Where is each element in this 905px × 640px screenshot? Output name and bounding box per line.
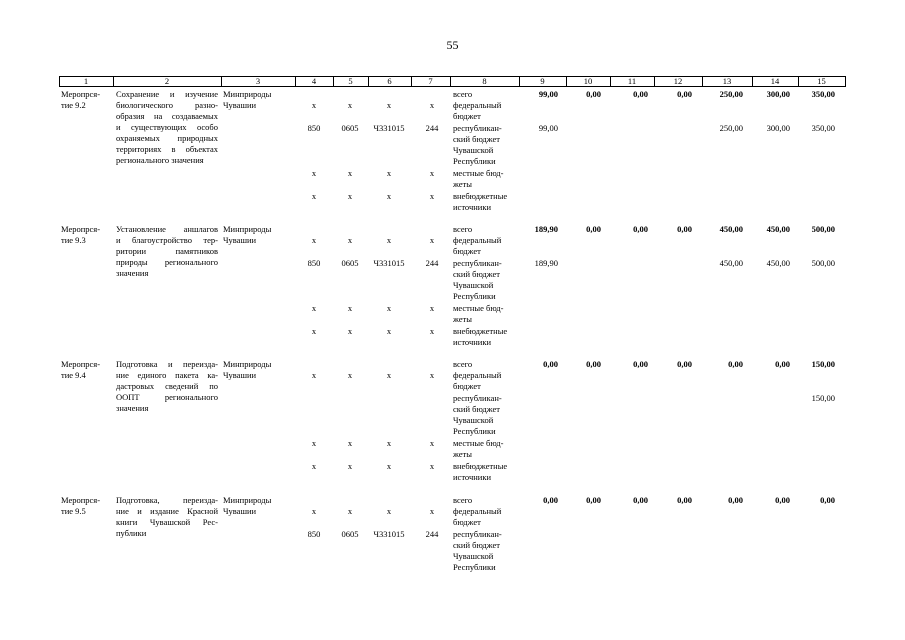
value-total: 250,00 <box>719 89 743 99</box>
x-marker: х <box>386 235 392 245</box>
header-col-8: 8 <box>482 76 487 86</box>
header-col-15: 15 <box>817 76 826 86</box>
value-total: 150,00 <box>811 359 835 369</box>
executor-line: Чувашии <box>223 235 257 245</box>
x-marker: х <box>347 100 353 110</box>
funding-source-line: федеральный <box>453 100 502 110</box>
executor-line: Минприроды <box>223 224 272 234</box>
value-republican: 150,00 <box>811 393 835 403</box>
funding-source-line: всего <box>453 359 473 369</box>
x-marker: х <box>311 191 317 201</box>
header-col-2: 2 <box>164 76 170 86</box>
executor-line: Чувашии <box>223 506 257 516</box>
value-republican: 450,00 <box>766 258 790 268</box>
x-marker: х <box>347 326 353 336</box>
value-total: 350,00 <box>811 89 835 99</box>
value-total: 0,00 <box>677 89 692 99</box>
funding-source-line: Чувашской <box>453 415 494 425</box>
value-total: 0,00 <box>543 495 558 505</box>
x-marker: х <box>429 100 435 110</box>
executor-line: Минприроды <box>223 495 272 505</box>
header-col-12: 12 <box>673 76 683 86</box>
funding-source-line: республикан- <box>453 529 502 539</box>
funding-source-line: Республики <box>453 291 496 301</box>
value-total: 0,00 <box>633 359 648 369</box>
measure-id-line: Меропрся- <box>61 495 101 505</box>
funding-source-line: ский бюджет <box>453 134 500 144</box>
value-total: 0,00 <box>586 224 601 234</box>
funding-source-line: ский бюджет <box>453 269 500 279</box>
measure-name-line: значения <box>116 268 149 278</box>
funding-source-line: Чувашской <box>453 280 494 290</box>
funding-source-line: ский бюджет <box>453 540 500 550</box>
header-col-7: 7 <box>428 76 433 86</box>
value-total: 0,00 <box>586 89 601 99</box>
funding-source-line: всего <box>453 89 473 99</box>
measure-id-line: тие 9.4 <box>61 370 86 380</box>
header-col-divider <box>845 76 846 87</box>
x-marker: х <box>311 303 317 313</box>
value-total: 99,00 <box>538 89 558 99</box>
measure-name-line: значения <box>116 403 149 413</box>
kbk-code: 850 <box>307 123 321 133</box>
measure-name-line: охраняемых природных <box>116 133 218 143</box>
kbk-code: Ч331015 <box>373 258 405 268</box>
x-marker: х <box>347 506 353 516</box>
x-marker: х <box>311 506 317 516</box>
value-total: 0,00 <box>633 89 648 99</box>
value-total: 0,00 <box>543 359 558 369</box>
kbk-code: Ч331015 <box>373 123 405 133</box>
table-header <box>0 76 905 87</box>
x-marker: х <box>429 191 435 201</box>
funding-source-line: федеральный <box>453 370 502 380</box>
measure-id-line: Меропрся- <box>61 359 101 369</box>
x-marker: х <box>386 506 392 516</box>
x-marker: х <box>386 326 392 336</box>
funding-source-line: всего <box>453 495 473 505</box>
value-total: 0,00 <box>677 495 692 505</box>
value-total: 0,00 <box>677 359 692 369</box>
measure-name-line: публики <box>116 528 147 538</box>
x-marker: х <box>347 235 353 245</box>
header-col-1: 1 <box>83 76 89 86</box>
x-marker: х <box>347 191 353 201</box>
x-marker: х <box>429 235 435 245</box>
x-marker: х <box>386 303 392 313</box>
funding-source-line: Чувашской <box>453 145 494 155</box>
x-marker: х <box>311 438 317 448</box>
x-marker: х <box>429 438 435 448</box>
value-total: 189,90 <box>534 224 558 234</box>
funding-source-line: бюджет <box>453 111 481 121</box>
x-marker: х <box>386 100 392 110</box>
value-total: 0,00 <box>633 224 648 234</box>
value-total: 500,00 <box>811 224 835 234</box>
kbk-code: 0605 <box>341 258 359 268</box>
x-marker: х <box>311 326 317 336</box>
measure-name-line: и существующих особо <box>116 122 218 132</box>
funding-source-line: местные бюд- <box>453 438 504 448</box>
value-total: 0,00 <box>633 495 648 505</box>
value-republican: 450,00 <box>719 258 743 268</box>
x-marker: х <box>311 100 317 110</box>
funding-source-line: республикан- <box>453 393 502 403</box>
funding-source-line: жеты <box>453 449 472 459</box>
x-marker: х <box>429 326 435 336</box>
funding-source-line: источники <box>453 337 492 347</box>
x-marker: х <box>311 235 317 245</box>
value-total: 0,00 <box>586 495 601 505</box>
measure-name-line: ние и издание Красной <box>116 506 218 516</box>
measure-id-line: тие 9.5 <box>61 506 86 516</box>
value-total: 0,00 <box>586 359 601 369</box>
funding-source-line: бюджет <box>453 246 481 256</box>
measure-name-line: дастровых сведений по <box>116 381 218 391</box>
header-col-4: 4 <box>311 76 317 86</box>
x-marker: х <box>311 168 317 178</box>
measure-name-line: книги Чувашской Рес- <box>116 517 218 527</box>
funding-source-line: Чувашской <box>453 551 494 561</box>
funding-source-line: жеты <box>453 314 472 324</box>
funding-source-line: местные бюд- <box>453 168 504 178</box>
x-marker: х <box>347 168 353 178</box>
measure-id-line: Меропрся- <box>61 89 101 99</box>
executor-line: Чувашии <box>223 370 257 380</box>
x-marker: х <box>311 370 317 380</box>
value-total: 0,00 <box>728 495 743 505</box>
value-total: 300,00 <box>766 89 790 99</box>
kbk-code: 0605 <box>341 529 359 539</box>
measure-id-line: Меропрся- <box>61 224 101 234</box>
funding-source-line: жеты <box>453 179 472 189</box>
funding-source-line: источники <box>453 202 492 212</box>
header-col-13: 13 <box>722 76 732 86</box>
kbk-code: 0605 <box>341 123 359 133</box>
measure-name-line: Установление аншлагов <box>116 224 218 234</box>
value-republican: 500,00 <box>811 258 835 268</box>
funding-source-line: федеральный <box>453 235 502 245</box>
value-republican: 300,00 <box>766 123 790 133</box>
header-col-6: 6 <box>387 76 392 86</box>
page-number: 55 <box>446 38 459 52</box>
header-col-10: 10 <box>583 76 593 86</box>
x-marker: х <box>429 303 435 313</box>
funding-source-line: всего <box>453 224 473 234</box>
header-col-5: 5 <box>348 76 353 86</box>
funding-source-line: местные бюд- <box>453 303 504 313</box>
header-col-14: 14 <box>770 76 780 86</box>
kbk-code: 850 <box>307 258 321 268</box>
x-marker: х <box>429 506 435 516</box>
x-marker: х <box>429 168 435 178</box>
header-col-3: 3 <box>255 76 261 86</box>
measure-name-line: территориях в объектах <box>116 144 218 154</box>
measure-name-line: ООПТ регионального <box>116 392 218 402</box>
funding-source-line: внебюджетные <box>453 461 508 471</box>
x-marker: х <box>386 438 392 448</box>
funding-source-line: источники <box>453 472 492 482</box>
x-marker: х <box>386 461 392 471</box>
measure-name-line: биологического разно- <box>116 100 218 110</box>
x-marker: х <box>311 461 317 471</box>
funding-source-line: федеральный <box>453 506 502 516</box>
funding-source-line: Республики <box>453 156 496 166</box>
funding-source-line: внебюджетные <box>453 326 508 336</box>
measure-id-line: тие 9.2 <box>61 100 86 110</box>
funding-source-line: внебюджетные <box>453 191 508 201</box>
kbk-code: 244 <box>425 529 439 539</box>
x-marker: х <box>347 303 353 313</box>
funding-source-line: бюджет <box>453 517 481 527</box>
measure-name-line: и благоустройство тер- <box>116 235 218 245</box>
header-col-9: 9 <box>540 76 545 86</box>
value-total: 450,00 <box>766 224 790 234</box>
kbk-code: 244 <box>425 123 439 133</box>
x-marker: х <box>386 370 392 380</box>
value-total: 0,00 <box>820 495 835 505</box>
value-total: 0,00 <box>775 495 790 505</box>
x-marker: х <box>347 461 353 471</box>
measure-name-line: Подготовка и переизда- <box>116 359 218 369</box>
value-republican: 350,00 <box>811 123 835 133</box>
funding-source-line: республикан- <box>453 258 502 268</box>
kbk-code: 850 <box>307 529 321 539</box>
executor-line: Минприроды <box>223 359 272 369</box>
x-marker: х <box>386 191 392 201</box>
x-marker: х <box>429 370 435 380</box>
value-total: 0,00 <box>775 359 790 369</box>
x-marker: х <box>386 168 392 178</box>
kbk-code: Ч331015 <box>373 529 405 539</box>
measure-name-line: регионального значения <box>116 155 204 165</box>
funding-source-line: бюджет <box>453 381 481 391</box>
funding-source-line: Республики <box>453 562 496 572</box>
funding-source-line: ский бюджет <box>453 404 500 414</box>
value-republican: 189,90 <box>534 258 558 268</box>
value-total: 0,00 <box>677 224 692 234</box>
measure-name-line: Подготовка, переизда- <box>116 495 218 505</box>
funding-source-line: Республики <box>453 426 496 436</box>
value-total: 0,00 <box>728 359 743 369</box>
header-col-11: 11 <box>627 76 637 86</box>
measure-id-line: тие 9.3 <box>61 235 86 245</box>
value-republican: 99,00 <box>538 123 558 133</box>
x-marker: х <box>347 438 353 448</box>
x-marker: х <box>429 461 435 471</box>
measure-name-line: природы регионального <box>116 257 218 267</box>
kbk-code: 244 <box>425 258 439 268</box>
measure-name-line: ние единого пакета ка- <box>116 370 218 380</box>
measure-name-line: Сохранение и изучение <box>116 89 218 99</box>
measure-name-line: образия на создаваемых <box>116 111 218 121</box>
funding-source-line: республикан- <box>453 123 502 133</box>
executor-line: Минприроды <box>223 89 272 99</box>
executor-line: Чувашии <box>223 100 257 110</box>
value-total: 450,00 <box>719 224 743 234</box>
x-marker: х <box>347 370 353 380</box>
measure-name-line: ритории памятников <box>116 246 218 256</box>
value-republican: 250,00 <box>719 123 743 133</box>
